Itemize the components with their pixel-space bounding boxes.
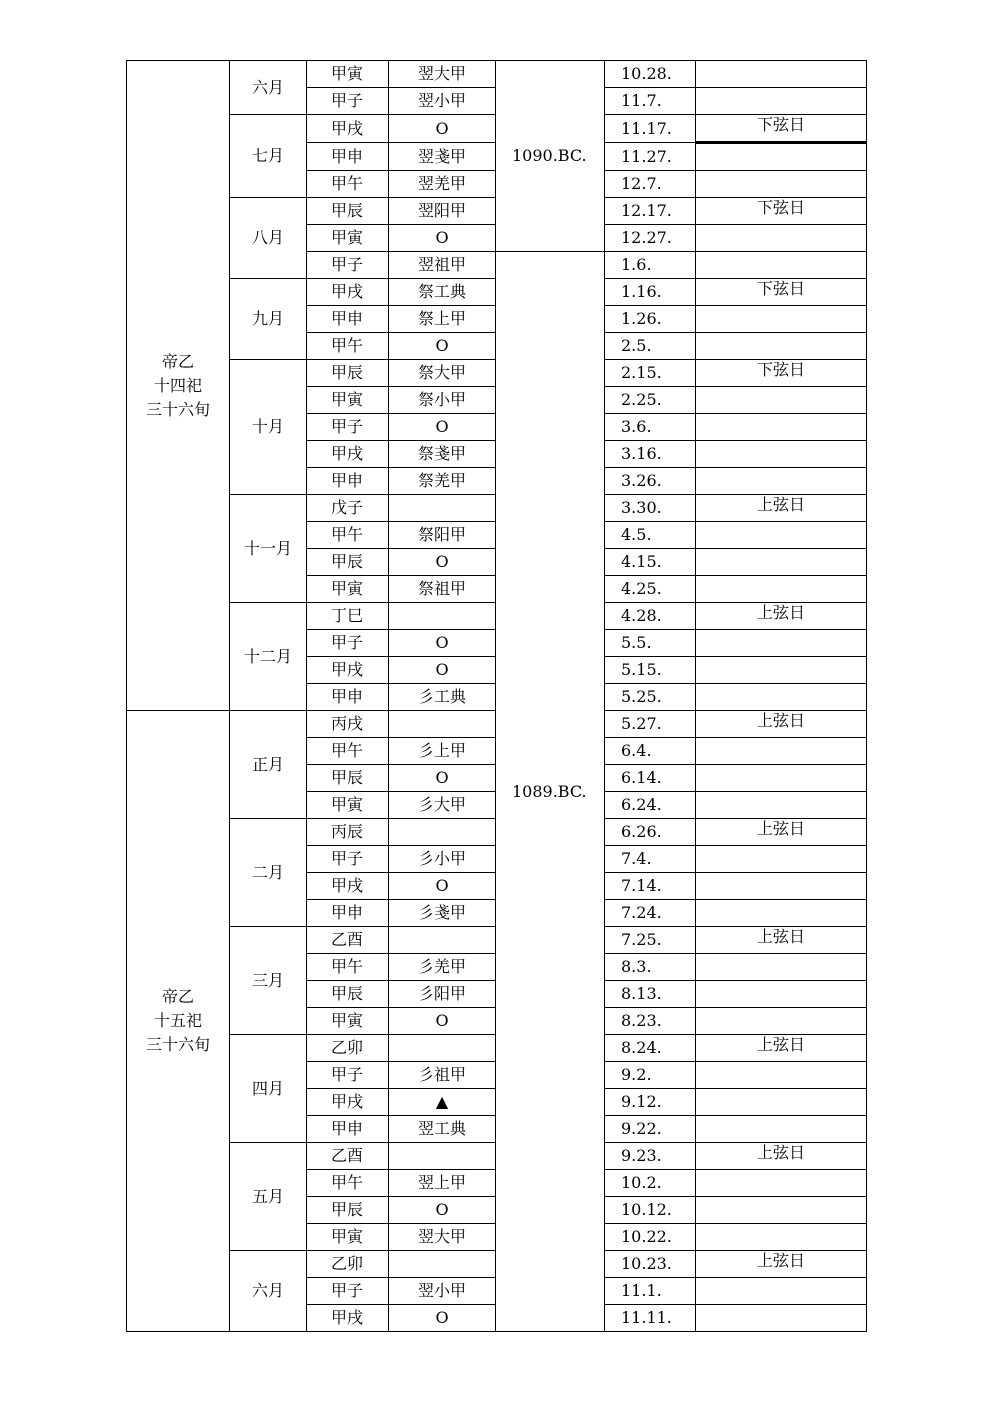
rite-cell: O <box>389 1305 496 1332</box>
rite-cell: ▲ <box>389 1089 496 1116</box>
reign-line: 十四祀 <box>153 375 202 395</box>
rite-cell: 祭祖甲 <box>389 576 496 603</box>
rite-cell: O <box>389 765 496 792</box>
moon-phase-note <box>696 900 867 927</box>
date-cell: 3.16. <box>605 441 696 468</box>
rite-cell: 翌工典 <box>389 1116 496 1143</box>
ganzhi-cell: 甲辰 <box>307 549 389 576</box>
moon-phase-note: 上弦日 <box>696 1143 867 1170</box>
moon-phase-note <box>696 576 867 603</box>
month-cell: 八月 <box>230 198 307 279</box>
ganzhi-cell: 丙辰 <box>307 819 389 846</box>
date-cell: 9.12. <box>605 1089 696 1116</box>
ganzhi-cell: 甲戌 <box>307 115 389 143</box>
rite-cell: 祭上甲 <box>389 306 496 333</box>
reign-cell <box>127 61 230 711</box>
date-cell: 12.7. <box>605 171 696 198</box>
date-cell: 7.24. <box>605 900 696 927</box>
rite-cell <box>389 1143 496 1170</box>
moon-phase-note <box>696 414 867 441</box>
date-cell: 8.23. <box>605 1008 696 1035</box>
date-cell: 7.4. <box>605 846 696 873</box>
rite-cell: O <box>389 115 496 143</box>
ganzhi-cell: 甲寅 <box>307 61 389 88</box>
ganzhi-cell: 甲寅 <box>307 576 389 603</box>
ganzhi-cell: 甲寅 <box>307 792 389 819</box>
date-cell: 8.3. <box>605 954 696 981</box>
month-cell: 三月 <box>230 927 307 1035</box>
rite-cell <box>389 1035 496 1062</box>
ganzhi-cell: 甲戌 <box>307 279 389 306</box>
ganzhi-cell: 甲辰 <box>307 360 389 387</box>
moon-phase-note: 下弦日 <box>696 360 867 387</box>
rite-cell: O <box>389 414 496 441</box>
rite-cell: O <box>389 630 496 657</box>
reign-line: 三十六旬 <box>145 1035 210 1054</box>
ganzhi-cell: 丙戌 <box>307 711 389 738</box>
table-row <box>127 61 867 88</box>
moon-phase-note <box>696 225 867 252</box>
date-cell: 11.17. <box>605 115 696 143</box>
ganzhi-cell: 甲寅 <box>307 1224 389 1251</box>
reign-line: 帝乙 <box>161 351 194 371</box>
moon-phase-note: 上弦日 <box>696 1035 867 1062</box>
moon-phase-note <box>696 88 867 115</box>
rite-cell: 翌小甲 <box>389 1278 496 1305</box>
month-cell: 十二月 <box>230 603 307 711</box>
month-cell: 六月 <box>230 1251 307 1332</box>
ganzhi-cell: 甲子 <box>307 88 389 115</box>
ganzhi-cell: 乙卯 <box>307 1251 389 1278</box>
moon-phase-note <box>696 387 867 414</box>
rite-cell <box>389 927 496 954</box>
moon-phase-note <box>696 792 867 819</box>
month-cell: 正月 <box>230 711 307 819</box>
ganzhi-cell: 甲子 <box>307 1278 389 1305</box>
moon-phase-note: 上弦日 <box>696 1251 867 1278</box>
date-cell: 2.25. <box>605 387 696 414</box>
moon-phase-note <box>696 873 867 900</box>
rite-cell: 彡羌甲 <box>389 954 496 981</box>
rite-cell: 翌祖甲 <box>389 252 496 279</box>
date-cell: 5.27. <box>605 711 696 738</box>
ganzhi-cell: 丁巳 <box>307 603 389 630</box>
date-cell: 9.23. <box>605 1143 696 1170</box>
rite-cell: 翌戔甲 <box>389 143 496 171</box>
ganzhi-cell: 甲申 <box>307 143 389 171</box>
ganzhi-cell: 戊子 <box>307 495 389 522</box>
date-cell: 4.5. <box>605 522 696 549</box>
ganzhi-cell: 甲子 <box>307 630 389 657</box>
rite-cell: 翌小甲 <box>389 88 496 115</box>
ganzhi-cell: 甲寅 <box>307 1008 389 1035</box>
ganzhi-cell: 甲辰 <box>307 765 389 792</box>
rite-cell: 祭工典 <box>389 279 496 306</box>
moon-phase-note <box>696 61 867 88</box>
reign-cell <box>127 711 230 1332</box>
ganzhi-cell: 甲辰 <box>307 198 389 225</box>
moon-phase-note <box>696 1278 867 1305</box>
date-cell: 7.14. <box>605 873 696 900</box>
month-cell: 四月 <box>230 1035 307 1143</box>
ganzhi-cell: 甲子 <box>307 846 389 873</box>
date-cell: 4.15. <box>605 549 696 576</box>
date-cell: 3.6. <box>605 414 696 441</box>
ganzhi-cell: 甲戌 <box>307 441 389 468</box>
date-cell: 4.28. <box>605 603 696 630</box>
moon-phase-note <box>696 522 867 549</box>
moon-phase-note: 下弦日 <box>696 198 867 225</box>
date-cell: 2.15. <box>605 360 696 387</box>
rite-cell: 祭阳甲 <box>389 522 496 549</box>
rite-cell: 祭大甲 <box>389 360 496 387</box>
date-cell: 6.24. <box>605 792 696 819</box>
moon-phase-note <box>696 252 867 279</box>
date-cell: 12.17. <box>605 198 696 225</box>
rite-cell: 翌阳甲 <box>389 198 496 225</box>
ganzhi-cell: 甲午 <box>307 1170 389 1197</box>
ganzhi-cell: 甲午 <box>307 522 389 549</box>
moon-phase-note <box>696 1008 867 1035</box>
ganzhi-cell: 乙酉 <box>307 927 389 954</box>
ganzhi-cell: 甲辰 <box>307 1197 389 1224</box>
ganzhi-cell: 甲午 <box>307 333 389 360</box>
date-cell: 11.1. <box>605 1278 696 1305</box>
date-cell: 10.2. <box>605 1170 696 1197</box>
rite-cell: 翌大甲 <box>389 61 496 88</box>
ganzhi-cell: 甲寅 <box>307 387 389 414</box>
date-cell: 5.5. <box>605 630 696 657</box>
rite-cell: O <box>389 657 496 684</box>
month-cell: 九月 <box>230 279 307 360</box>
date-cell: 10.23. <box>605 1251 696 1278</box>
date-cell: 6.14. <box>605 765 696 792</box>
moon-phase-note <box>696 981 867 1008</box>
moon-phase-note <box>696 333 867 360</box>
moon-phase-note <box>696 1197 867 1224</box>
date-cell: 11.7. <box>605 88 696 115</box>
moon-phase-note <box>696 143 867 171</box>
month-cell: 七月 <box>230 115 307 198</box>
rite-cell: O <box>389 1197 496 1224</box>
rite-cell: 彡大甲 <box>389 792 496 819</box>
date-cell: 10.28. <box>605 61 696 88</box>
date-cell: 12.27. <box>605 225 696 252</box>
moon-phase-note <box>696 1305 867 1332</box>
reign-line: 十五祀 <box>153 1011 202 1030</box>
rite-cell: 翌上甲 <box>389 1170 496 1197</box>
rite-cell: 祭羌甲 <box>389 468 496 495</box>
moon-phase-note: 上弦日 <box>696 711 867 738</box>
moon-phase-note <box>696 1062 867 1089</box>
month-cell: 五月 <box>230 1143 307 1251</box>
moon-phase-note <box>696 549 867 576</box>
date-cell: 11.11. <box>605 1305 696 1332</box>
month-cell: 十月 <box>230 360 307 495</box>
rite-cell: 翌羌甲 <box>389 171 496 198</box>
sacrifice-calendar-table <box>126 60 867 1332</box>
ganzhi-cell: 甲午 <box>307 954 389 981</box>
date-cell: 7.25. <box>605 927 696 954</box>
ganzhi-cell: 乙卯 <box>307 1035 389 1062</box>
date-cell: 1.6. <box>605 252 696 279</box>
rite-cell <box>389 1251 496 1278</box>
ganzhi-cell: 甲午 <box>307 738 389 765</box>
moon-phase-note <box>696 1089 867 1116</box>
ganzhi-cell: 甲申 <box>307 468 389 495</box>
ganzhi-cell: 甲子 <box>307 1062 389 1089</box>
ganzhi-cell: 乙酉 <box>307 1143 389 1170</box>
moon-phase-note: 下弦日 <box>696 279 867 306</box>
month-cell: 十一月 <box>230 495 307 603</box>
ganzhi-cell: 甲辰 <box>307 981 389 1008</box>
date-cell: 6.4. <box>605 738 696 765</box>
moon-phase-note <box>696 630 867 657</box>
rite-cell: O <box>389 225 496 252</box>
rite-cell: O <box>389 549 496 576</box>
table-body <box>127 61 867 1332</box>
date-cell: 10.22. <box>605 1224 696 1251</box>
moon-phase-note: 上弦日 <box>696 603 867 630</box>
date-cell: 3.26. <box>605 468 696 495</box>
ganzhi-cell: 甲寅 <box>307 225 389 252</box>
ganzhi-cell: 甲申 <box>307 900 389 927</box>
rite-cell: 彡戔甲 <box>389 900 496 927</box>
rite-cell: 彡小甲 <box>389 846 496 873</box>
ganzhi-cell: 甲戌 <box>307 657 389 684</box>
ganzhi-cell: 甲戌 <box>307 873 389 900</box>
year-cell: 1089.BC. <box>496 252 605 1332</box>
moon-phase-note <box>696 738 867 765</box>
moon-phase-note <box>696 1170 867 1197</box>
date-cell: 6.26. <box>605 819 696 846</box>
date-cell: 4.25. <box>605 576 696 603</box>
reign-line: 帝乙 <box>161 987 194 1006</box>
date-cell: 1.26. <box>605 306 696 333</box>
date-cell: 5.15. <box>605 657 696 684</box>
moon-phase-note <box>696 1116 867 1143</box>
rite-cell: O <box>389 333 496 360</box>
year-cell: 1090.BC. <box>496 61 605 252</box>
moon-phase-note <box>696 171 867 198</box>
date-cell: 8.13. <box>605 981 696 1008</box>
ganzhi-cell: 甲戌 <box>307 1089 389 1116</box>
rite-cell: O <box>389 873 496 900</box>
rite-cell <box>389 603 496 630</box>
ganzhi-cell: 甲申 <box>307 1116 389 1143</box>
ganzhi-cell: 甲午 <box>307 171 389 198</box>
date-cell: 5.25. <box>605 684 696 711</box>
ganzhi-cell: 甲申 <box>307 684 389 711</box>
date-cell: 2.5. <box>605 333 696 360</box>
ganzhi-cell: 甲子 <box>307 252 389 279</box>
moon-phase-note: 上弦日 <box>696 495 867 522</box>
moon-phase-note <box>696 306 867 333</box>
rite-cell: 祭小甲 <box>389 387 496 414</box>
date-cell: 1.16. <box>605 279 696 306</box>
month-cell: 六月 <box>230 61 307 115</box>
ganzhi-cell: 甲申 <box>307 306 389 333</box>
moon-phase-note <box>696 765 867 792</box>
reign-line: 三十六旬 <box>145 399 210 419</box>
rite-cell: 彡上甲 <box>389 738 496 765</box>
moon-phase-note <box>696 846 867 873</box>
rite-cell: 翌大甲 <box>389 1224 496 1251</box>
rite-cell: O <box>389 1008 496 1035</box>
moon-phase-note: 下弦日 <box>696 115 867 143</box>
rite-cell: 彡祖甲 <box>389 1062 496 1089</box>
rite-cell: 祭戔甲 <box>389 441 496 468</box>
moon-phase-note <box>696 954 867 981</box>
date-cell: 8.24. <box>605 1035 696 1062</box>
rite-cell: 彡阳甲 <box>389 981 496 1008</box>
moon-phase-note: 上弦日 <box>696 819 867 846</box>
rite-cell: 彡工典 <box>389 684 496 711</box>
rite-cell <box>389 495 496 522</box>
moon-phase-note <box>696 684 867 711</box>
date-cell: 11.27. <box>605 143 696 171</box>
rite-cell <box>389 711 496 738</box>
month-cell: 二月 <box>230 819 307 927</box>
ganzhi-cell: 甲子 <box>307 414 389 441</box>
moon-phase-note: 上弦日 <box>696 927 867 954</box>
moon-phase-note <box>696 441 867 468</box>
date-cell: 9.22. <box>605 1116 696 1143</box>
ganzhi-cell: 甲戌 <box>307 1305 389 1332</box>
rite-cell <box>389 819 496 846</box>
moon-phase-note <box>696 468 867 495</box>
moon-phase-note <box>696 1224 867 1251</box>
date-cell: 10.12. <box>605 1197 696 1224</box>
moon-phase-note <box>696 657 867 684</box>
date-cell: 9.2. <box>605 1062 696 1089</box>
date-cell: 3.30. <box>605 495 696 522</box>
